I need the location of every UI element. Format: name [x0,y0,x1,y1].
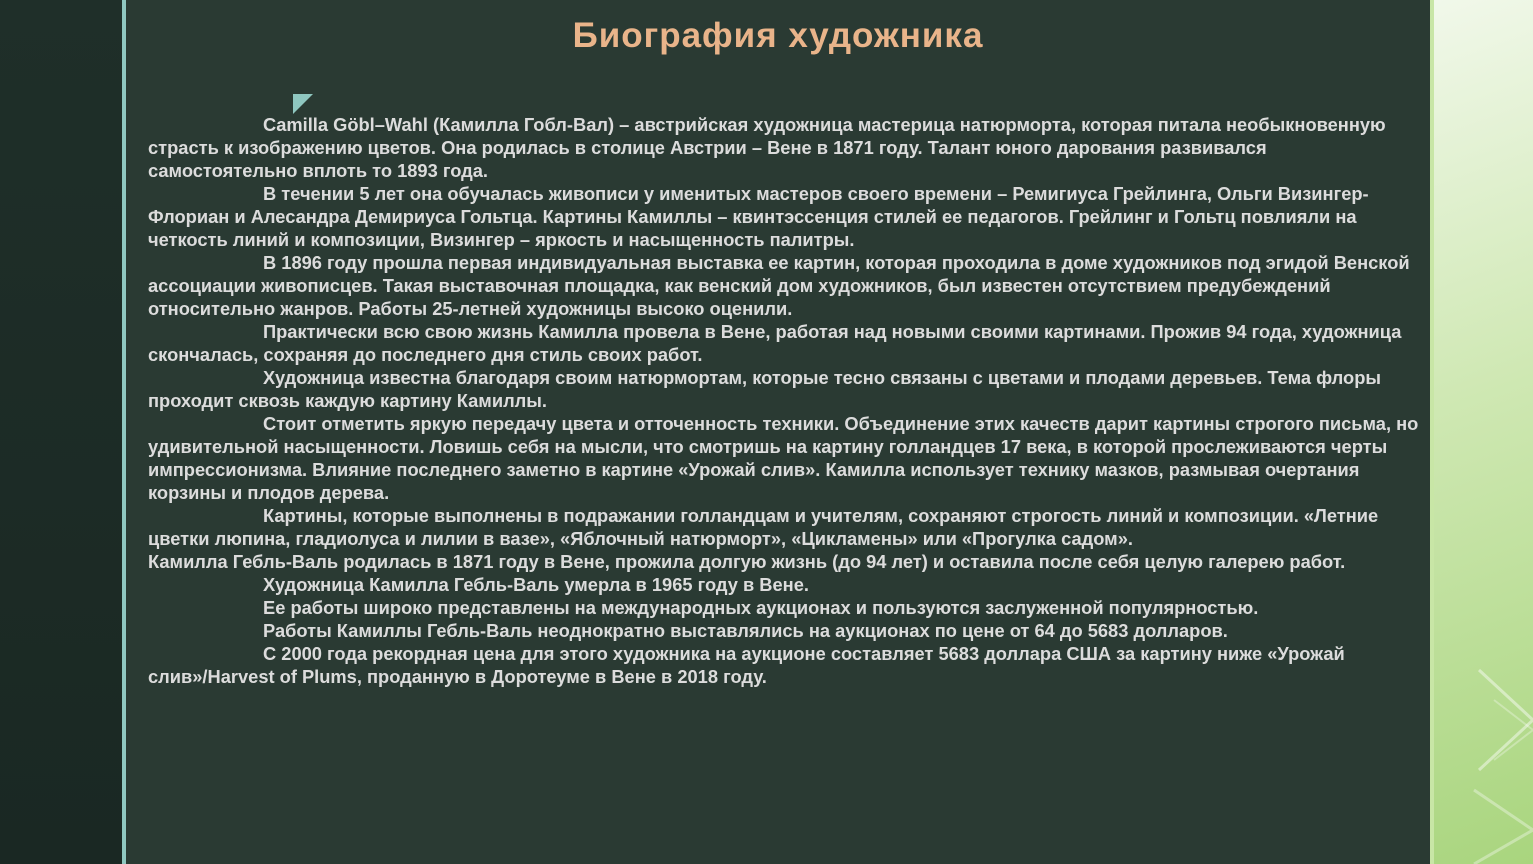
biography-paragraph: Стоит отметить яркую передачу цвета и отточенность техники. Объединение этих качеств дарит картины строгого письма, но удивительной насыщенности. Ловишь себя на мысли, что смотришь на картину голландцев 17 века, в которой прослеживаются черты импрессионизма. Влияние последнего заметно в картине «Урожай слив». Камилла использует технику мазков, размывая очертания корзины и плодов дерева. [148,413,1419,503]
biography-paragraph: Ее работы широко представлены на международных аукционах и пользуются заслуженной популярностью. [263,597,1259,618]
biography-paragraph: С 2000 года рекордная цена для этого художника на аукционе составляет 5683 доллара США за картину ниже «Урожай слив»/Harvest of Plums, проданную в Доротеуме в Вене в 2018 году. [148,643,1345,687]
decorative-chevrons [1434,0,1533,864]
biography-paragraph: Картины, которые выполнены в подражании голландцам и учителям, сохраняют строгость линий и композиции. «Летние цветки люпина, гладиолуса и лилии в вазе», «Яблочный натюрморт», «Цикламены» или «Прогулка садом». [148,505,1379,549]
biography-paragraph: Художница известна благодаря своим натюрмортам, которые тесно связаны с цветами и плодами деревьев. Тема флоры проходит сквозь каждую картину Камиллы. [148,367,1381,411]
biography-paragraph: Камилла Гебль-Валь родилась в 1871 году в Вене, прожила долгую жизнь (до 94 лет) и оставила после себя целую галерею работ. [148,551,1346,572]
right-decorative-band [1434,0,1533,864]
slide-title: Биография художника [572,16,984,55]
biography-text [148,113,1420,688]
biography-paragraph: В течении 5 лет она обучалась живописи у именитых мастеров своего времени – Ремигиуса Грейлинга, Ольги Визингер-Флориан и Алесандра Демириуса Гольтца. Картины Камиллы – квинтэссенция стилей ее педагогов. Грейлинг и Гольтц повлияли на четкость линий и композиции, Визингер – яркость и насыщенность палитры. [148,183,1369,250]
left-dark-band [0,0,122,864]
biography-paragraph: Camilla Göbl–Wahl (Камилла Гобл-Вал) – австрийская художница мастерица натюрморта, которая питала необыкновенную страсть к изображению цветов. Она родилась в столице Австрии – Вене в 1871 году. Талант юного дарования развивался самостоятельно вплоть то 1893 года. [148,114,1386,181]
triangle-corner-icon [293,94,313,114]
biography-paragraph: В 1896 году прошла первая индивидуальная выставка ее картин, которая проходила в доме художников под эгидой Венской ассоциации живописцев. Такая выставочная площадка, как венский дом художников, был известен отсутствием предубеждений относительно жанров. Работы 25-летней художницы высоко оценили. [148,252,1410,319]
biography-paragraph: Работы Камиллы Гебль-Валь неоднократно выставлялись на аукционах по цене от 64 до 5683 долларов. [263,620,1228,641]
biography-paragraph: Практически всю свою жизнь Камилла провела в Вене, работая над новыми своими картинами. Прожив 94 года, художница скончалась, сохраняя до последнего дня стиль своих работ. [148,321,1402,365]
biography-paragraph: Художница Камилла Гебль-Валь умерла в 1965 году в Вене. [263,574,809,595]
